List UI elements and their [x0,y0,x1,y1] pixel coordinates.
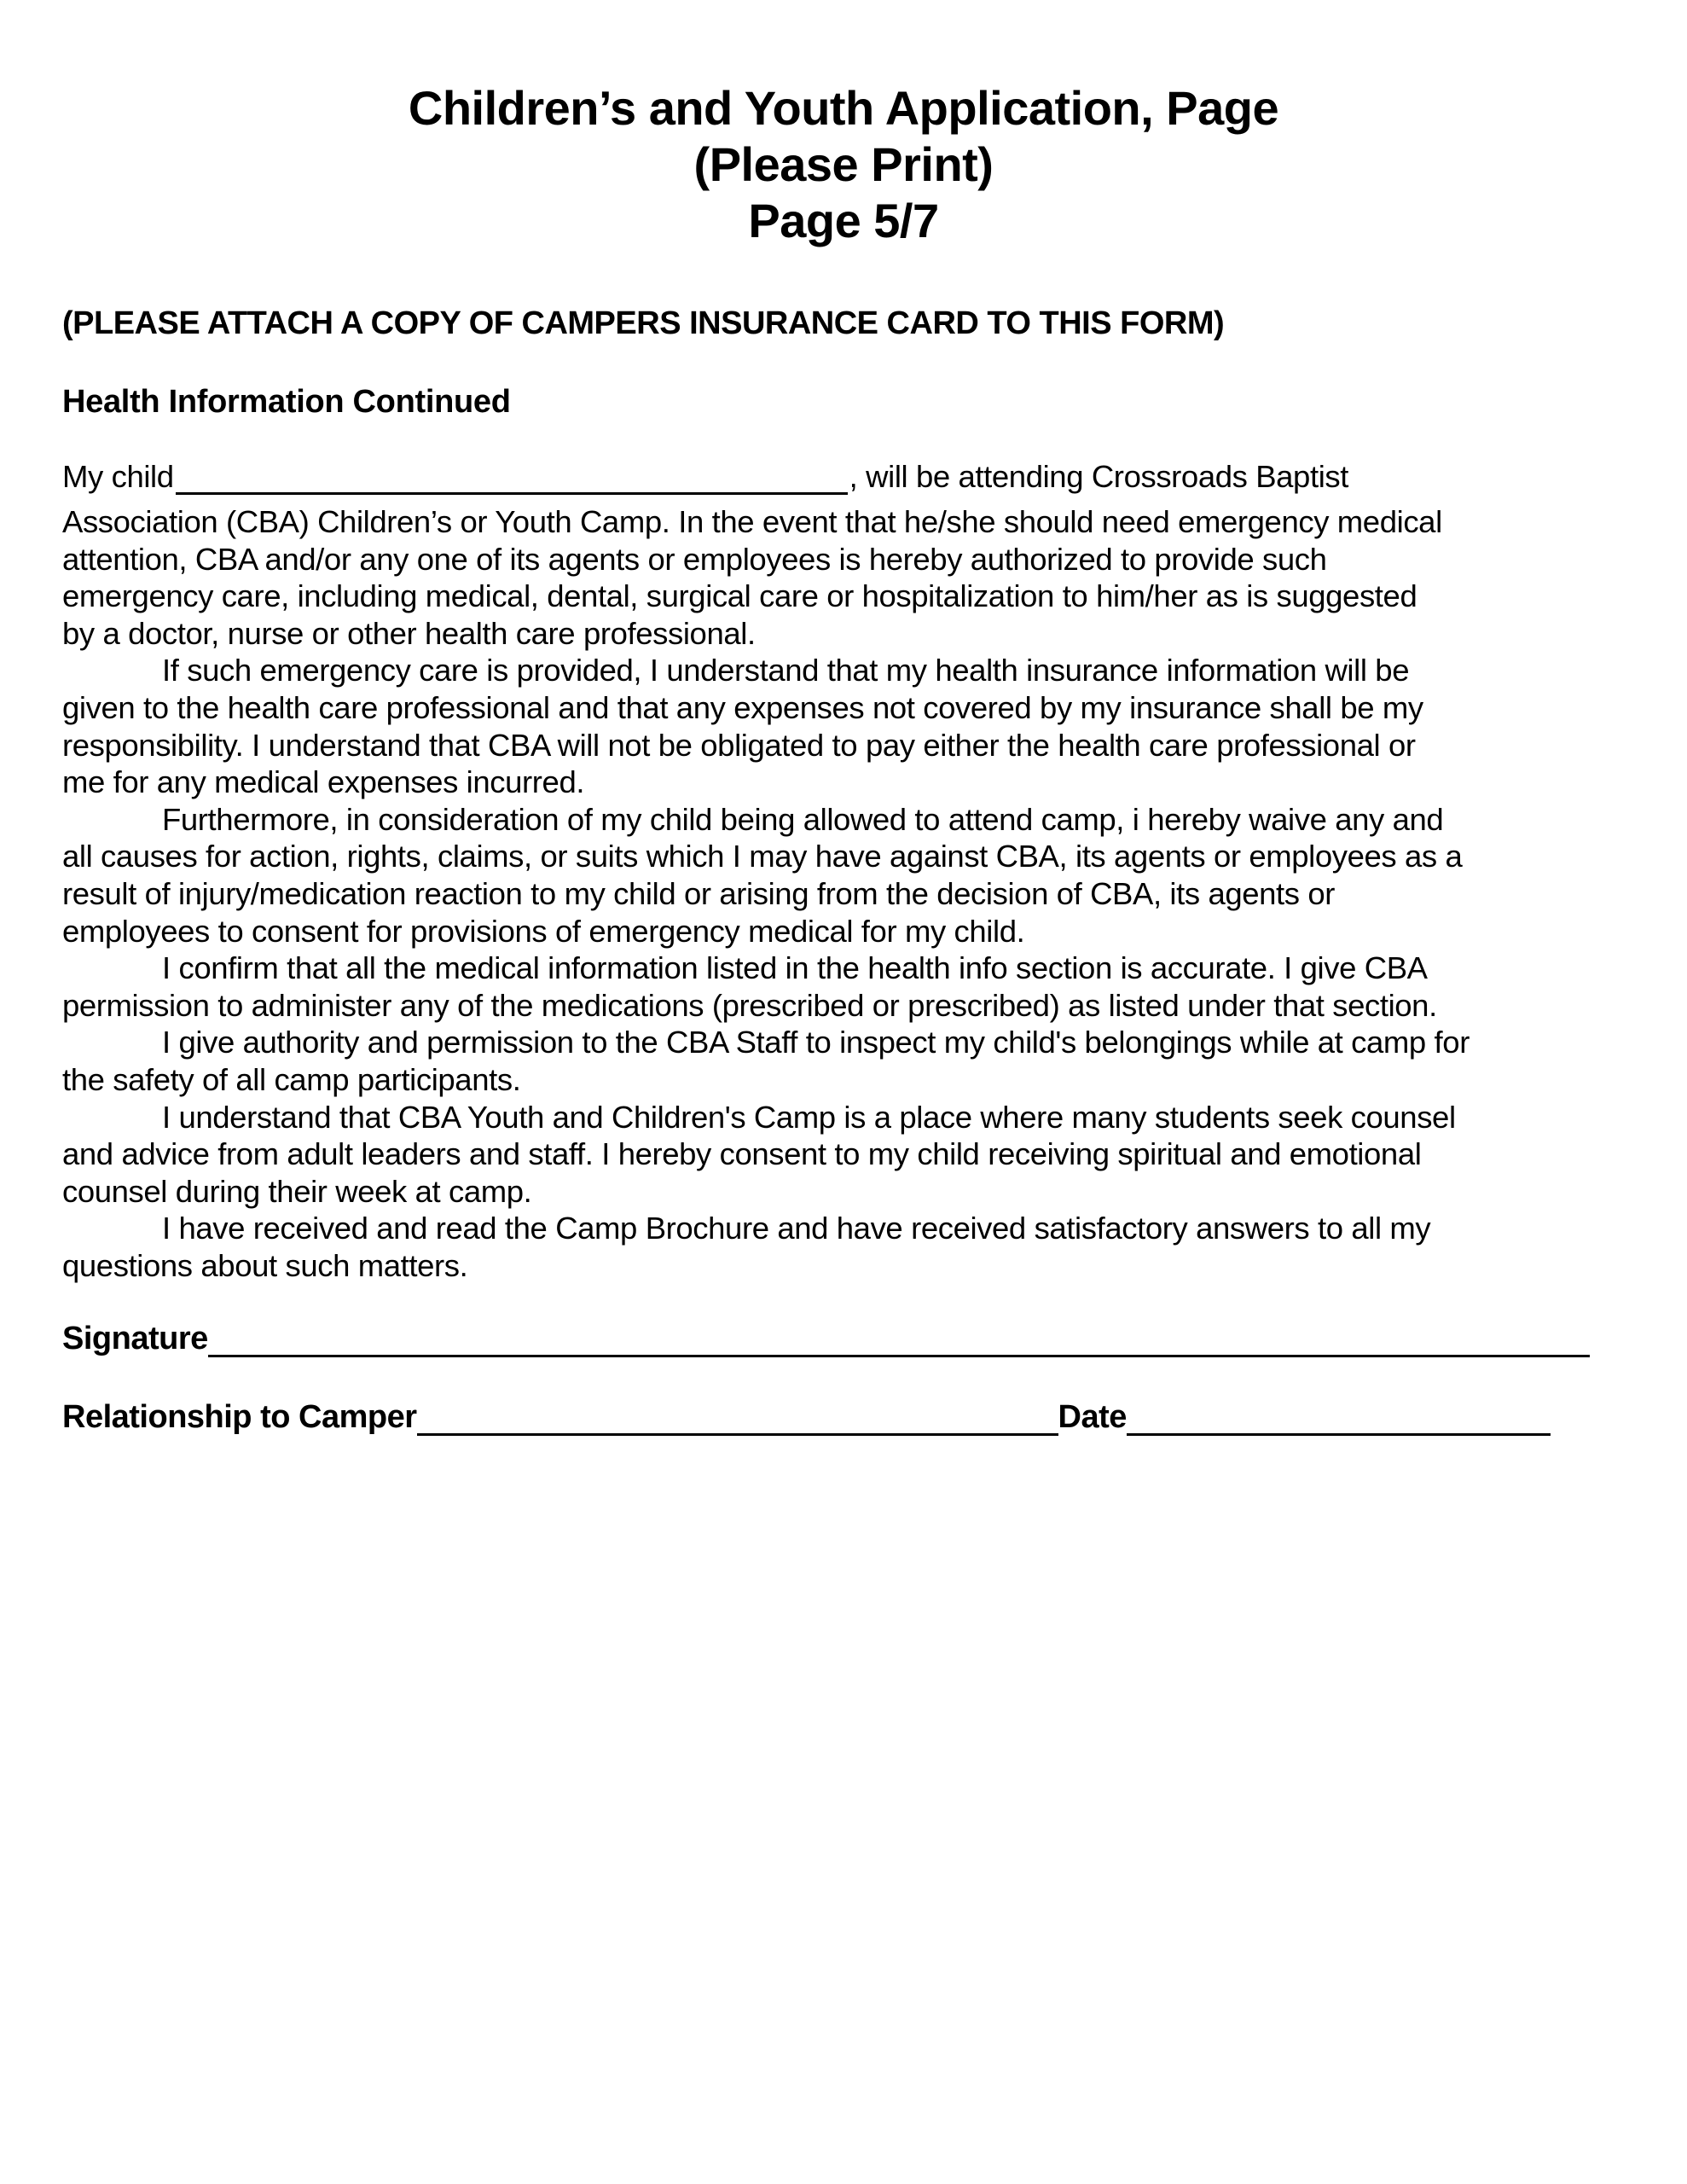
paragraph-line: questions about such matters. [62,1247,468,1283]
paragraph-first-line: I confirm that all the medical information listed in the health info section is accurate. I give CBA [162,950,1428,986]
paragraph-first-line: I have received and read the Camp Brochure and have received satisfactory answers to all my [162,1211,1431,1246]
form-title: Children’s and Youth Application, Page [408,81,1279,135]
child-name-label: My child [62,459,174,494]
paragraph-line: all causes for action, rights, claims, or suits which I may have against CBA, its agents or employees as a [62,839,1463,874]
paragraph-first-line: I give authority and permission to the CBA Staff to inspect my child's belongings while at camp for [162,1025,1470,1060]
paragraph-line: and advice from adult leaders and staff. I hereby consent to my child receiving spiritual and emotional [62,1136,1422,1172]
paragraph-line: attention, CBA and/or any one of its agents or employees is hereby authorized to provide such [62,541,1327,577]
paragraph-line: permission to administer any of the medications (prescribed or prescribed) as listed under that section. [62,987,1437,1023]
paragraph-line: employees to consent for provisions of emergency medical for my child. [62,913,1025,949]
form-subtitle-print: (Please Print) [693,137,994,191]
relationship-date-row [62,1399,1551,1436]
child-name-line [62,459,1348,495]
signature-row [62,1321,1590,1357]
page-number: Page 5/7 [748,194,939,247]
paragraph-line: by a doctor, nurse or other health care professional. [62,615,756,651]
date-label: Date [1058,1399,1127,1435]
paragraph-line: counsel during their week at camp. [62,1173,532,1209]
paragraph-line: me for any medical expenses incurred. [62,764,585,800]
paragraph-line: responsibility. I understand that CBA will not be obligated to pay either the health care professional or [62,727,1416,763]
paragraph-line: given to the health care professional and that any expenses not covered by my insurance shall be my [62,689,1423,725]
paragraph-line: Association (CBA) Children’s or Youth Camp. In the event that he/she should need emergency medical [62,504,1442,539]
consent-text [62,503,1649,1284]
date-field[interactable] [1127,1403,1551,1436]
signature-field[interactable] [208,1324,1590,1357]
paragraph-line: result of injury/medication reaction to my child or arising from the decision of CBA, its agents or [62,875,1336,911]
paragraph-first-line: Furthermore, in consideration of my child being allowed to attend camp, i hereby waive any and [162,801,1444,837]
insurance-card-notice: (PLEASE ATTACH A COPY OF CAMPERS INSURANCE CARD TO THIS FORM) [62,305,1225,341]
paragraph-first-line: If such emergency care is provided, I understand that my health insurance information will be [162,653,1410,688]
child-name-suffix: , will be attending Crossroads Baptist [849,459,1348,494]
paragraph-first-line: I understand that CBA Youth and Children's Camp is a place where many students seek counsel [162,1099,1456,1135]
relationship-label: Relationship to Camper [62,1399,417,1435]
signature-label: Signature [62,1321,208,1356]
paragraph-line: emergency care, including medical, dental, surgical care or hospitalization to him/her as is suggested [62,578,1417,614]
paragraph-line: the safety of all camp participants. [62,1061,521,1097]
child-name-field[interactable] [176,463,848,495]
section-title: Health Information Continued [62,384,511,420]
relationship-field[interactable] [417,1403,1058,1436]
